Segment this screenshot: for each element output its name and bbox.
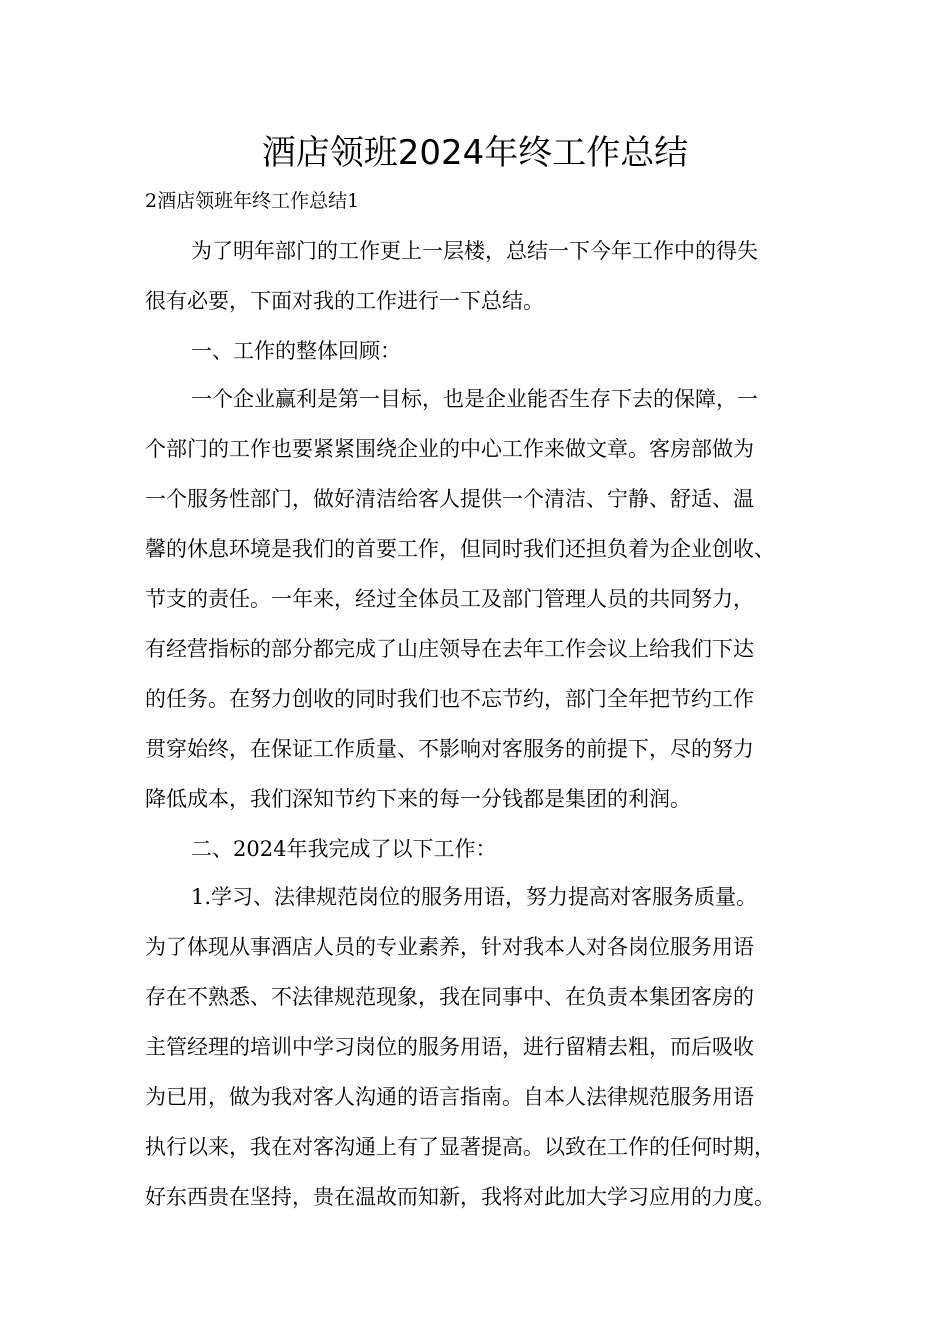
text-line: 有经营指标的部分都完成了山庄领导在去年工作会议上给我们下达 [145,637,754,661]
text-line: 节支的责任。一年来，经过全体员工及部门管理人员的共同努力， [145,587,754,611]
document-title: 酒店领班2024年终工作总结 [261,133,689,173]
text-line: 一个服务性部门，做好清洁给客人提供一个清洁、宁静、舒适、温 [145,487,754,511]
text-line: 个部门的工作也要紧紧围绕企业的中心工作来做文章。客房部做为 [145,437,754,461]
document-subtitle: 2酒店领班年终工作总结1 [145,190,360,212]
section-heading: 二、2024年我完成了以下工作： [191,837,497,861]
text-line: 很有必要，下面对我的工作进行一下总结。 [145,289,544,313]
text-line: 为了明年部门的工作更上一层楼，总结一下今年工作中的得失 [191,239,758,263]
text-line: 主管经理的培训中学习岗位的服务用语，进行留精去粗，而后吸收 [145,1035,754,1059]
text-line: 的任务。在努力创收的同时我们也不忘节约，部门全年把节约工作 [145,687,754,711]
text-line: 好东西贵在坚持，贵在温故而知新，我将对此加大学习应用的力度。 [145,1185,775,1209]
text-line: 馨的休息环境是我们的首要工作，但同时我们还担负着为企业创收、 [145,537,775,561]
text-line: 为已用，做为我对客人沟通的语言指南。自本人法律规范服务用语 [145,1085,754,1109]
text-line: 贯穿始终，在保证工作质量、不影响对客服务的前提下，尽的努力 [145,737,754,761]
text-line: 1.学习、法律规范岗位的服务用语，努力提高对客服务质量。 [191,885,758,909]
text-line: 为了体现从事酒店人员的专业素养，针对我本人对各岗位服务用语 [145,935,754,959]
text-line: 执行以来，我在对客沟通上有了显著提高。以致在工作的任何时期， [145,1135,775,1159]
text-line: 降低成本，我们深知节约下来的每一分钱都是集团的利润。 [145,787,691,811]
text-line: 存在不熟悉、不法律规范现象，我在同事中、在负责本集团客房的 [145,985,754,1009]
section-heading: 一、工作的整体回顾： [191,339,401,363]
text-line: 一个企业赢利是第一目标，也是企业能否生存下去的保障，一 [191,387,758,411]
